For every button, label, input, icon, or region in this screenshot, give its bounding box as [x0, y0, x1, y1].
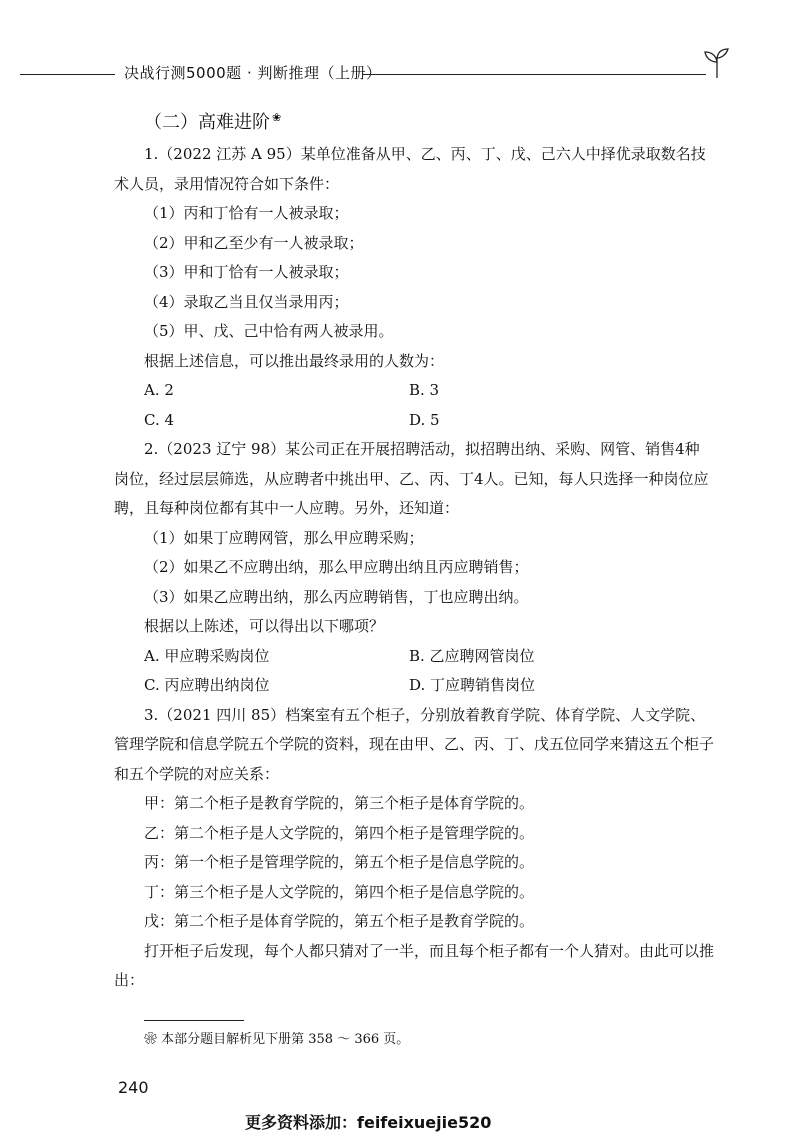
question-stem: 2.（2023 辽宁 98）某公司正在开展招聘活动，拟招聘出纳、采购、网管、销售4种岗位，经过层层筛选，从应聘者中挑出甲、乙、丙、丁4人。已知，每人只选择一种岗位应聘，且每种岗位都有其中一人应聘。另外，还知道：	[114, 440, 709, 517]
question-stem: 3.（2021 四川 85）档案室有五个柜子，分别放着教育学院、体育学院、人文学院、管理学院和信息学院五个学院的资料，现在由甲、乙、丙、丁、戊五位同学来猜这五个柜子和五个学院的对应关系：	[114, 705, 715, 783]
question-3	[114, 701, 714, 996]
condition: （2）甲和乙至少有一人被录取；	[144, 233, 364, 252]
option-a: A. 2	[144, 381, 174, 399]
condition: （3）如果乙应聘出纳，那么丙应聘销售，丁也应聘出纳。	[144, 587, 529, 606]
header-rule-right	[362, 74, 706, 75]
section-title-text: （二）高难进阶	[144, 112, 270, 133]
condition: （1）丙和丁恰有一人被录取；	[144, 204, 349, 222]
condition: （5）甲、戊、己中恰有两人被录用。	[144, 322, 394, 340]
option-b: B. 乙应聘网管岗位	[409, 646, 535, 665]
question-2	[114, 435, 714, 701]
question-prompt: 打开柜子后发现，每个人都只猜对了一半，而且每个柜子都有一个人猜对。由此可以推出：	[114, 941, 715, 989]
header-rule-left	[20, 74, 115, 75]
options-row	[114, 406, 714, 436]
footnote-marker-icon: ❀	[272, 111, 282, 124]
options-row	[114, 376, 714, 406]
guess-statement: 丙：第一个柜子是管理学院的，第五个柜子是信息学院的。	[144, 853, 535, 871]
option-c: C. 4	[144, 410, 175, 429]
question-list	[114, 140, 714, 996]
option-d: D. 5	[409, 410, 440, 429]
contact-watermark: 更多资料添加：feifeixuejie520	[245, 1113, 492, 1132]
page-number: 240	[118, 1078, 149, 1097]
options-row	[114, 642, 714, 672]
running-header	[20, 60, 720, 86]
option-c: C. 丙应聘出纳岗位	[144, 676, 270, 694]
section-title	[144, 108, 281, 134]
guess-statement: 丁：第三个柜子是人文学院的，第四个柜子是信息学院的。	[144, 882, 535, 901]
book-title: 决战行测5000题 · 判断推理（上册）	[124, 64, 382, 82]
condition: （4）录取乙当且仅当录用丙；	[144, 292, 349, 311]
footnote: ❀ 本部分题目解析见下册第 358 ～ 366 页。	[144, 1032, 410, 1047]
option-d: D. 丁应聘销售岗位	[409, 676, 536, 694]
guess-statement: 甲：第二个柜子是教育学院的，第三个柜子是体育学院的。	[144, 794, 535, 812]
question-prompt: 根据上述信息，可以推出最终录用的人数为：	[144, 351, 445, 370]
footnote-rule	[144, 1020, 244, 1021]
option-a: A. 甲应聘采购岗位	[144, 646, 270, 665]
question-1	[114, 140, 714, 435]
guess-statement: 乙：第二个柜子是人文学院的，第四个柜子是管理学院的。	[144, 823, 535, 842]
condition: （2）如果乙不应聘出纳，那么甲应聘出纳且丙应聘销售；	[144, 558, 529, 576]
option-b: B. 3	[409, 381, 440, 399]
options-row	[114, 671, 714, 701]
condition: （1）如果丁应聘网管，那么甲应聘采购；	[144, 528, 424, 547]
question-stem: 1.（2022 江苏 A 95）某单位准备从甲、乙、丙、丁、戊、己六人中择优录取数名技术人员，录用情况符合如下条件：	[114, 145, 706, 193]
condition: （3）甲和丁恰有一人被录取；	[144, 263, 349, 281]
question-prompt: 根据以上陈述，可以得出以下哪项？	[144, 617, 385, 635]
guess-statement: 戊：第二个柜子是体育学院的，第五个柜子是教育学院的。	[144, 912, 535, 930]
sprout-icon	[702, 44, 732, 80]
